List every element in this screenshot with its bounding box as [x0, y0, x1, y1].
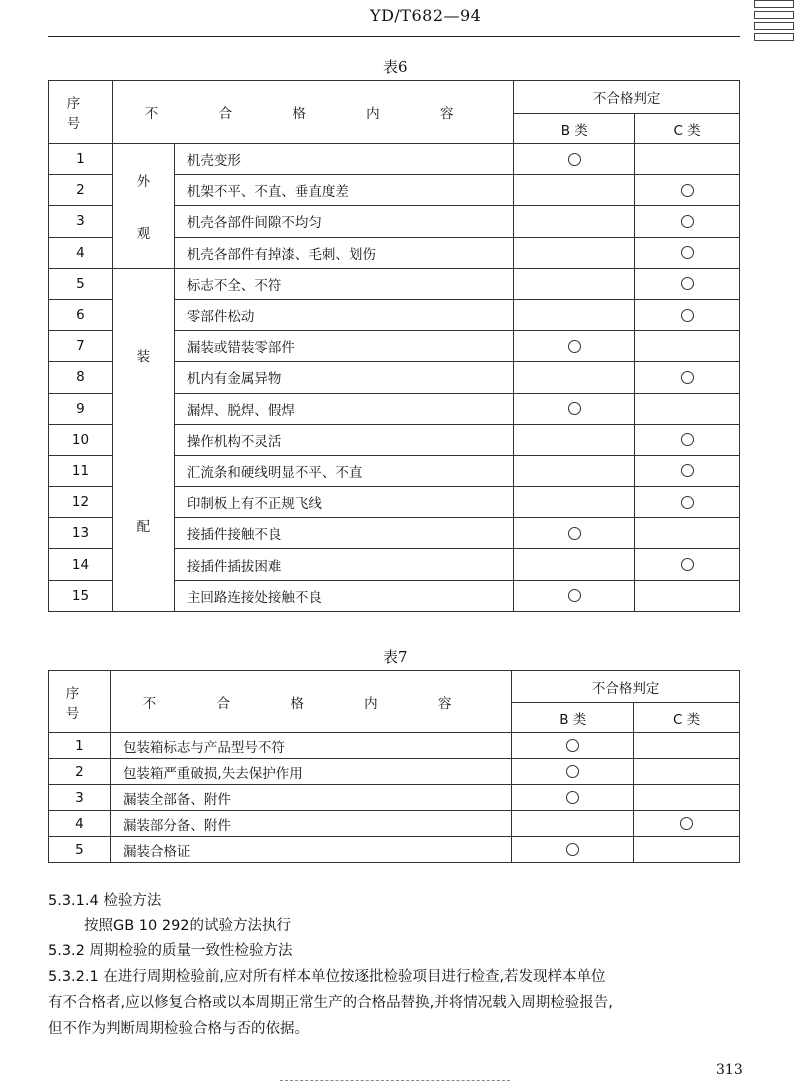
row-number: 3 [49, 785, 111, 811]
row-number: 2 [49, 759, 111, 785]
table-row [49, 811, 740, 837]
group-label-bottom: 观 [136, 225, 151, 242]
row-number: 2 [49, 175, 113, 206]
row-number: 5 [49, 268, 113, 299]
c-class-cell [635, 424, 740, 455]
row-number: 11 [49, 455, 113, 486]
group-cell-assembly [112, 268, 174, 611]
circle-mark-icon [568, 340, 581, 353]
circle-mark-icon [681, 558, 694, 571]
row-description: 机内有金属异物 [174, 362, 513, 393]
c-class-cell [635, 144, 740, 175]
b-class-cell [514, 487, 635, 518]
header-rule [48, 36, 740, 37]
corner-stamp [754, 0, 794, 44]
table-row [49, 733, 740, 759]
row-number: 9 [49, 393, 113, 424]
row-description: 机壳变形 [174, 144, 513, 175]
c-class-cell [634, 837, 740, 863]
table6-header-content: 不 合 格 内 容 [112, 81, 513, 144]
table6-title: 表6 [383, 58, 408, 76]
circle-mark-icon [681, 184, 694, 197]
group-label-top: 装 [136, 348, 151, 365]
c-class-cell [635, 362, 740, 393]
row-description: 标志不全、不符 [174, 268, 513, 299]
circle-mark-icon [681, 215, 694, 228]
c-class-cell [635, 455, 740, 486]
table7-header-content: 不 合 格 内 容 [110, 671, 511, 733]
row-description: 包装箱标志与产品型号不符 [110, 733, 511, 759]
b-class-cell [512, 733, 634, 759]
row-number: 3 [49, 206, 113, 237]
circle-mark-icon [568, 153, 581, 166]
b-class-cell [514, 424, 635, 455]
row-description: 零部件松动 [174, 299, 513, 330]
row-number: 4 [49, 811, 111, 837]
footer-rule [280, 1080, 510, 1081]
group-label-top: 外 [136, 173, 151, 190]
c-class-cell [635, 549, 740, 580]
row-description: 接插件插拔困难 [174, 549, 513, 580]
c-class-cell [635, 206, 740, 237]
table-row [49, 785, 740, 811]
b-class-cell [514, 175, 635, 206]
row-number: 4 [49, 237, 113, 268]
c-class-cell [635, 487, 740, 518]
c-class-cell [635, 393, 740, 424]
c-class-cell [635, 331, 740, 362]
section-5321-line1: 5.3.2.1 在进行周期检验前,应对所有样本单位按逐批检验项目进行检查,若发现样本单位 [48, 969, 606, 985]
row-description: 汇流条和硬线明显不平、不直 [174, 455, 513, 486]
row-description: 漏焊、脱焊、假焊 [174, 393, 513, 424]
b-class-cell [514, 580, 635, 611]
row-number: 7 [49, 331, 113, 362]
table-row [49, 144, 740, 175]
table7-header-judgement: 不合格判定 [512, 671, 740, 703]
c-class-cell [634, 785, 740, 811]
row-description: 包装箱严重破损,失去保护作用 [110, 759, 511, 785]
b-class-cell [514, 393, 635, 424]
circle-mark-icon [681, 277, 694, 290]
table7-header-seq: 序 号 [49, 671, 111, 733]
table7-header-c: C 类 [634, 703, 740, 733]
row-description: 接插件接触不良 [174, 518, 513, 549]
row-description: 操作机构不灵活 [174, 424, 513, 455]
circle-mark-icon [681, 246, 694, 259]
b-class-cell [512, 759, 634, 785]
c-class-cell [635, 175, 740, 206]
row-number: 5 [49, 837, 111, 863]
standard-code: YD/T682—94 [370, 6, 482, 25]
circle-mark-icon [681, 309, 694, 322]
b-class-cell [514, 206, 635, 237]
circle-mark-icon [568, 527, 581, 540]
circle-mark-icon [681, 464, 694, 477]
row-number: 15 [49, 580, 113, 611]
group-cell-appearance [112, 144, 174, 269]
b-class-cell [514, 299, 635, 330]
circle-mark-icon [566, 791, 579, 804]
row-description: 漏装或错装零部件 [174, 331, 513, 362]
c-class-cell [635, 518, 740, 549]
b-class-cell [514, 331, 635, 362]
row-description: 机壳各部件间隙不均匀 [174, 206, 513, 237]
section-5314-heading: 5.3.1.4 检验方法 [48, 893, 162, 909]
table-row [49, 759, 740, 785]
row-description: 主回路连接处接触不良 [174, 580, 513, 611]
b-class-cell [514, 268, 635, 299]
row-number: 10 [49, 424, 113, 455]
circle-mark-icon [680, 817, 693, 830]
b-class-cell [514, 549, 635, 580]
row-number: 12 [49, 487, 113, 518]
table7 [48, 670, 740, 863]
b-class-cell [514, 237, 635, 268]
row-number: 1 [49, 733, 111, 759]
row-description: 漏装部分备、附件 [110, 811, 511, 837]
row-number: 14 [49, 549, 113, 580]
circle-mark-icon [681, 496, 694, 509]
row-number: 8 [49, 362, 113, 393]
section-5314-body: 按照GB 10 292的试验方法执行 [84, 918, 292, 934]
section-532-heading: 5.3.2 周期检验的质量一致性检验方法 [48, 943, 293, 959]
table7-title: 表7 [383, 648, 408, 666]
table6 [48, 80, 740, 612]
c-class-cell [634, 759, 740, 785]
b-class-cell [514, 362, 635, 393]
circle-mark-icon [681, 371, 694, 384]
page-number: 313 [716, 1062, 743, 1078]
b-class-cell [512, 811, 634, 837]
row-description: 机架不平、不直、垂直度差 [174, 175, 513, 206]
c-class-cell [635, 237, 740, 268]
table-row [49, 837, 740, 863]
table6-header-seq: 序 号 [49, 81, 113, 144]
b-class-cell [512, 785, 634, 811]
b-class-cell [514, 518, 635, 549]
c-class-cell [635, 580, 740, 611]
circle-mark-icon [568, 589, 581, 602]
section-5321-line2: 有不合格者,应以修复合格或以本周期正常生产的合格品替换,并将情况载入周期检验报告, [48, 995, 613, 1011]
circle-mark-icon [566, 765, 579, 778]
row-number: 1 [49, 144, 113, 175]
row-description: 漏装全部备、附件 [110, 785, 511, 811]
circle-mark-icon [681, 433, 694, 446]
c-class-cell [635, 268, 740, 299]
circle-mark-icon [568, 402, 581, 415]
row-description: 印制板上有不正规飞线 [174, 487, 513, 518]
row-description: 机壳各部件有掉漆、毛刺、划伤 [174, 237, 513, 268]
c-class-cell [634, 811, 740, 837]
b-class-cell [512, 837, 634, 863]
table6-header-b: B 类 [514, 114, 635, 144]
table6-header-judgement: 不合格判定 [514, 81, 740, 114]
row-number: 13 [49, 518, 113, 549]
c-class-cell [634, 733, 740, 759]
table7-header-b: B 类 [512, 703, 634, 733]
circle-mark-icon [566, 843, 579, 856]
table-row [49, 268, 740, 299]
b-class-cell [514, 144, 635, 175]
row-number: 6 [49, 299, 113, 330]
b-class-cell [514, 455, 635, 486]
section-5321-line3: 但不作为判断周期检验合格与否的依据。 [48, 1021, 309, 1037]
row-description: 漏装合格证 [110, 837, 511, 863]
c-class-cell [635, 299, 740, 330]
circle-mark-icon [566, 739, 579, 752]
group-label-bottom: 配 [136, 518, 151, 535]
table6-header-c: C 类 [635, 114, 740, 144]
